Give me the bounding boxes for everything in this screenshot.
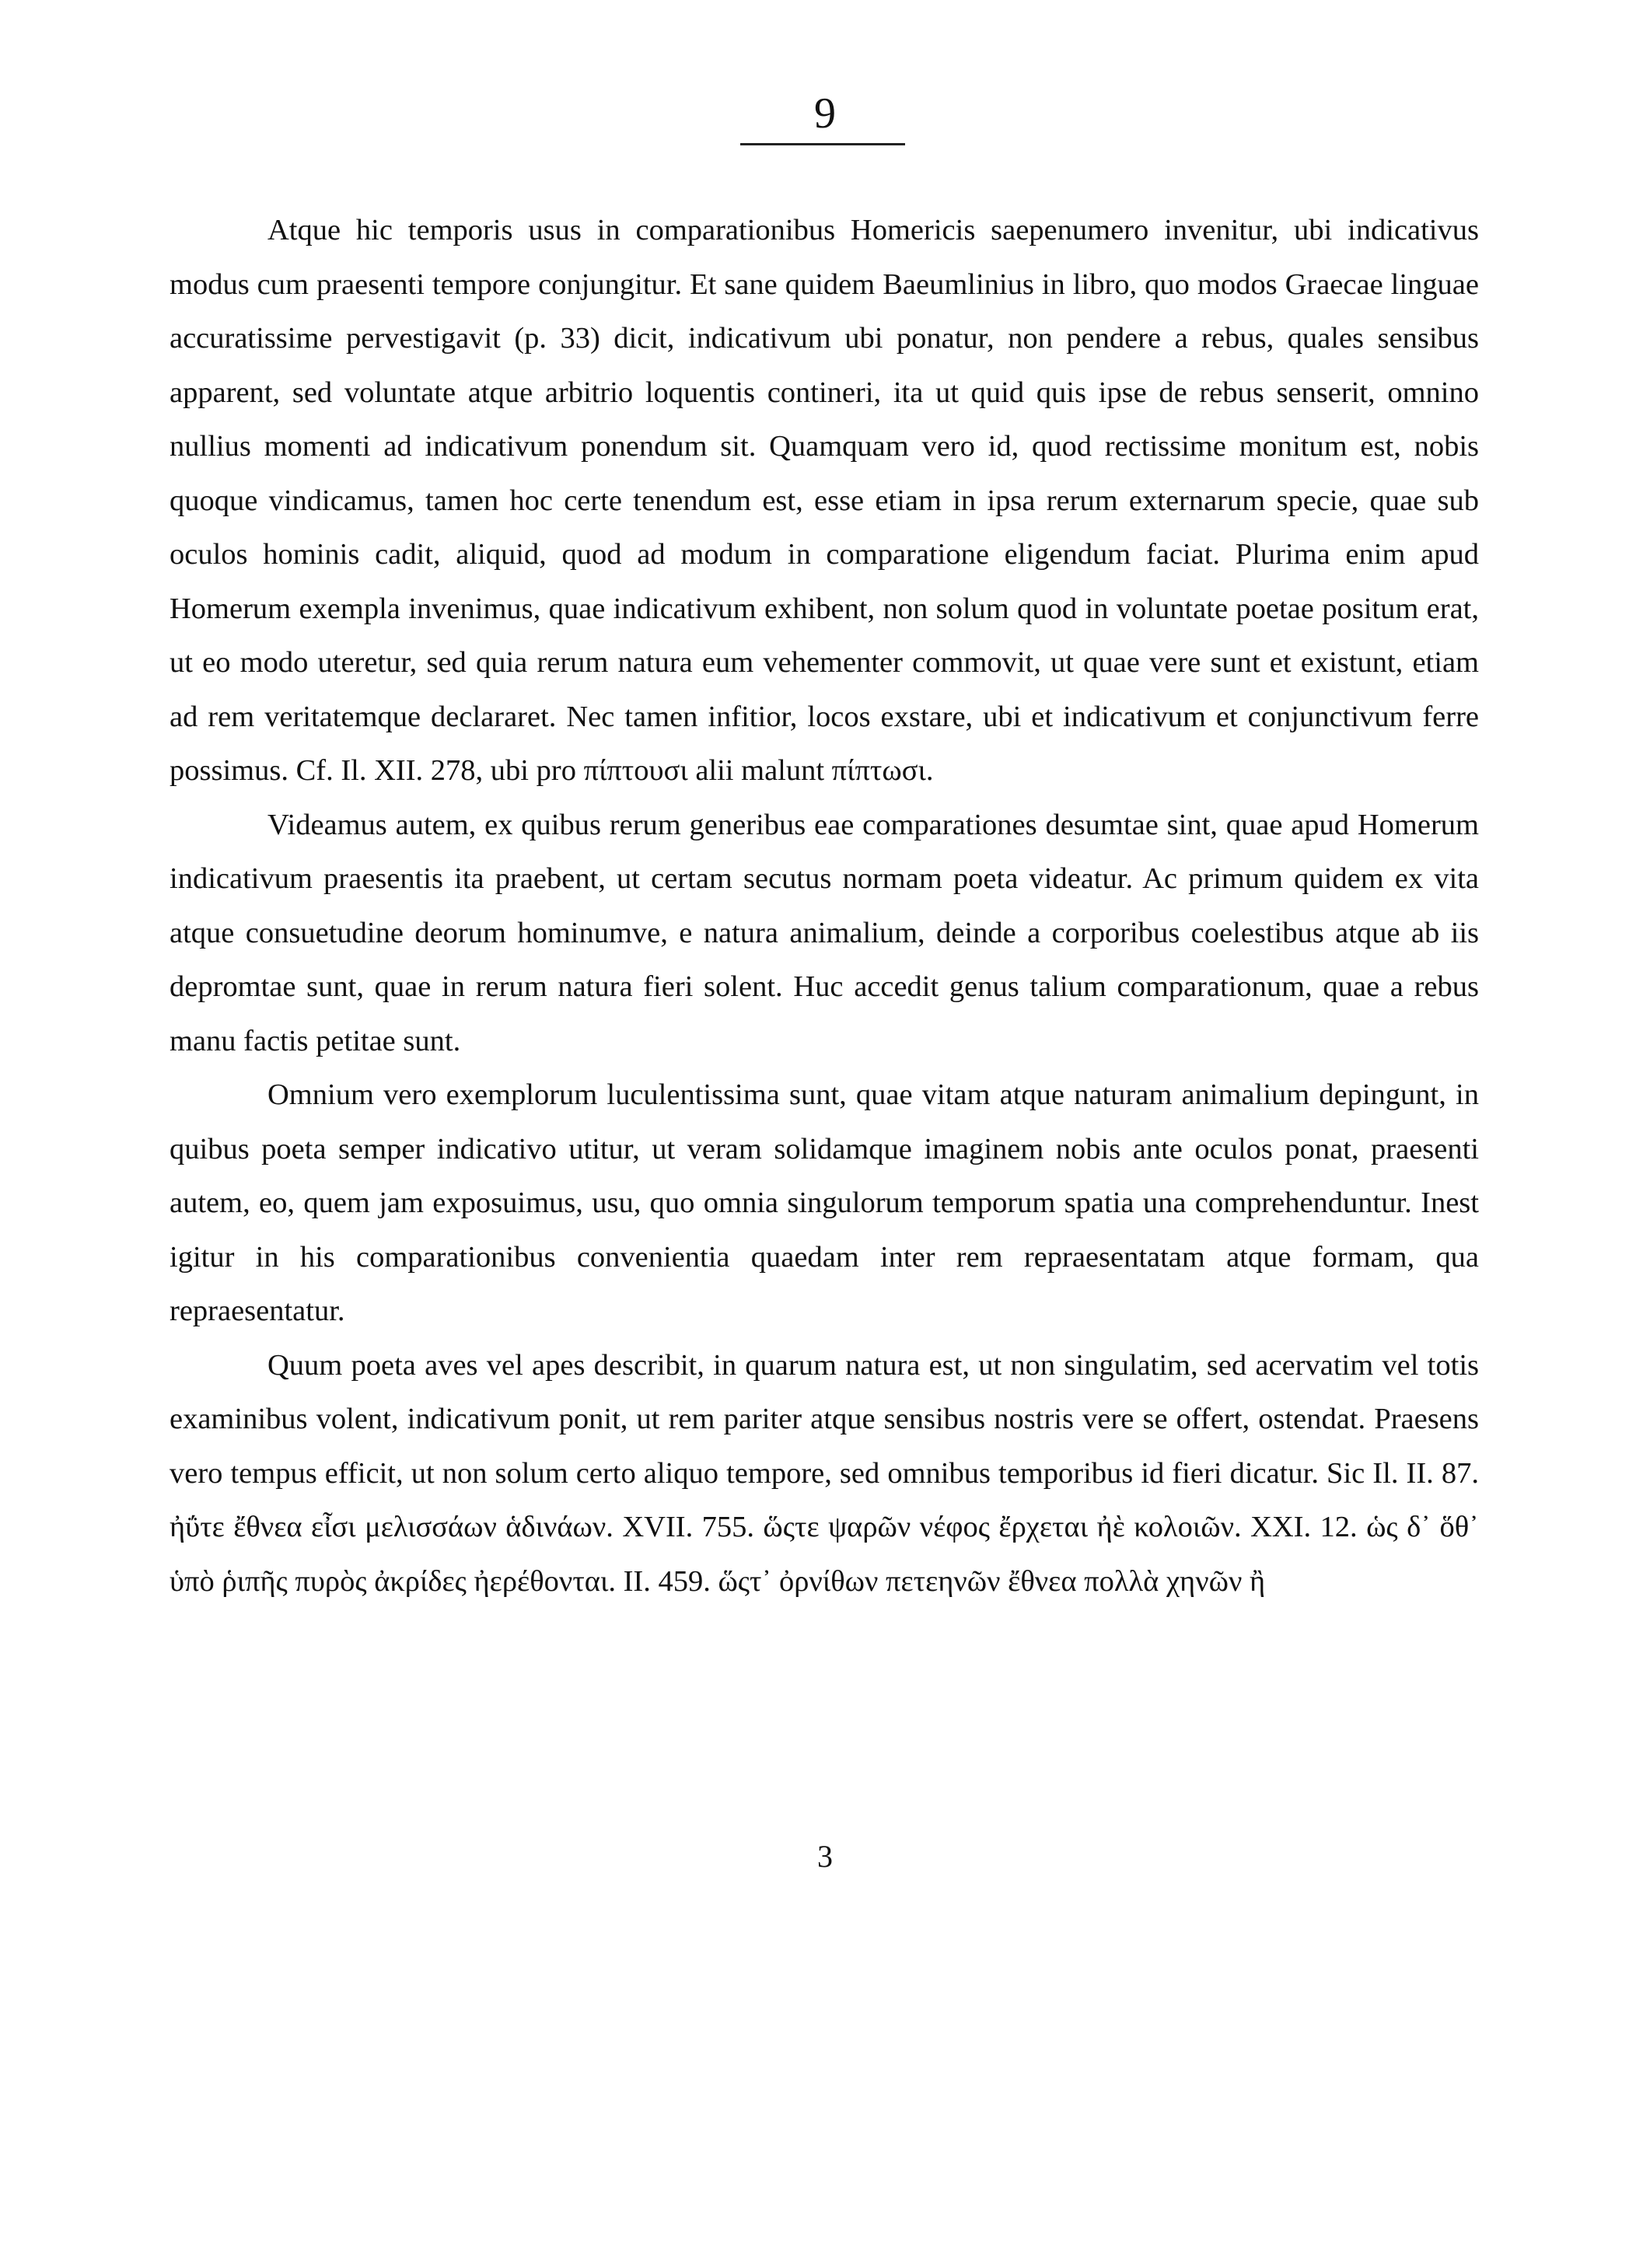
page-number: 9 — [814, 89, 836, 138]
paragraph-1: Atque hic temporis usus in comparationibus Homericis saepenumero invenitur, ubi indicativus modus cum praesenti tempore conjungitur. Et sane quidem Baeumlinius in libro, quo modos Graecae linguae accuratissime pervestigavit (p. 33) dicit, indicativum ubi ponatur, non pendere a rebus, quales sensibus apparent, sed voluntate atque arbitrio loquentis contineri, ita ut quid quis ipse de rebus senserit, omnino nullius momenti ad indicativum ponendum sit. Quamquam vero id, quod rectissime monitum est, nobis quoque vindicamus, tamen hoc certe tenendum est, esse etiam in ipsa rerum externarum specie, quae sub oculos hominis cadit, aliquid, quod ad modum in comparatione eligendum faciat. Plurima enim apud Homerum exempla invenimus, quae indicativum exhibent, non solum quod in voluntate poetae positum erat, ut eo modo uteretur, sed quia rerum natura eum vehementer commovit, ut quae vere sunt et existunt, etiam ad rem veritatemque declararet. Nec tamen infitior, locos exstare, ubi et indicativum et conjunctivum ferre possimus. Cf. Il. XII. 278, ubi pro πίπτουσι alii malunt πίπτωσι. — [170, 214, 1479, 787]
signature-mark: 3 — [817, 1839, 833, 1874]
paragraph-3: Omnium vero exemplorum luculentissima sunt, quae vitam atque naturam animalium depingunt, in quibus poeta semper indicativo utitur, ut veram solidamque imaginem nobis ante oculos ponat, praesenti autem, eo, quem jam exposuimus, usu, quo omnia singulorum temporum spatia una comprehenduntur. Inest igitur in his comparationibus convenientia quaedam inter rem repraesentatam atque formam, qua repraesentatur. — [170, 1078, 1479, 1327]
paragraph-2: Videamus autem, ex quibus rerum generibus eae comparationes desumtae sint, quae apud Homerum indicativum praesentis ita praebent, ut certam secutus normam poeta videatur. Ac primum quidem ex vita atque consuetudine deorum hominumve, e natura animalium, deinde a corporibus coelestibus atque ab iis depromtae sunt, quae in rerum natura fieri solent. Huc accedit genus talium comparationum, quae a rebus manu factis petitae sunt. — [170, 808, 1479, 1057]
page-number-rule — [740, 143, 905, 145]
paragraph-4: Quum poeta aves vel apes describit, in quarum natura est, ut non singulatim, sed acervatim vel totis examinibus volent, indicativum ponit, ut rem pariter atque sensibus nostris vere se offert, ostendat. Praesens vero tempus efficit, ut non solum certo aliquo tempore, sed omnibus temporibus id fieri dicatur. Sic Il. II. 87. ἠΰτε ἔθνεα εἶσι μελισσάων ἁδινάων. XVII. 755. ὥςτε ψαρῶν νέφος ἔρχεται ἠὲ κολοιῶν. XXI. 12. ὡς δ᾽ ὅθ᾽ ὑπὸ ῥιπῆς πυρὸς ἀκρίδες ἠερέθονται. II. 459. ὥςτ᾽ ὀρνίθων πετεηνῶν ἔθνεα πολλὰ χηνῶν ἢ — [170, 1348, 1479, 1598]
body-text — [170, 204, 1479, 1609]
